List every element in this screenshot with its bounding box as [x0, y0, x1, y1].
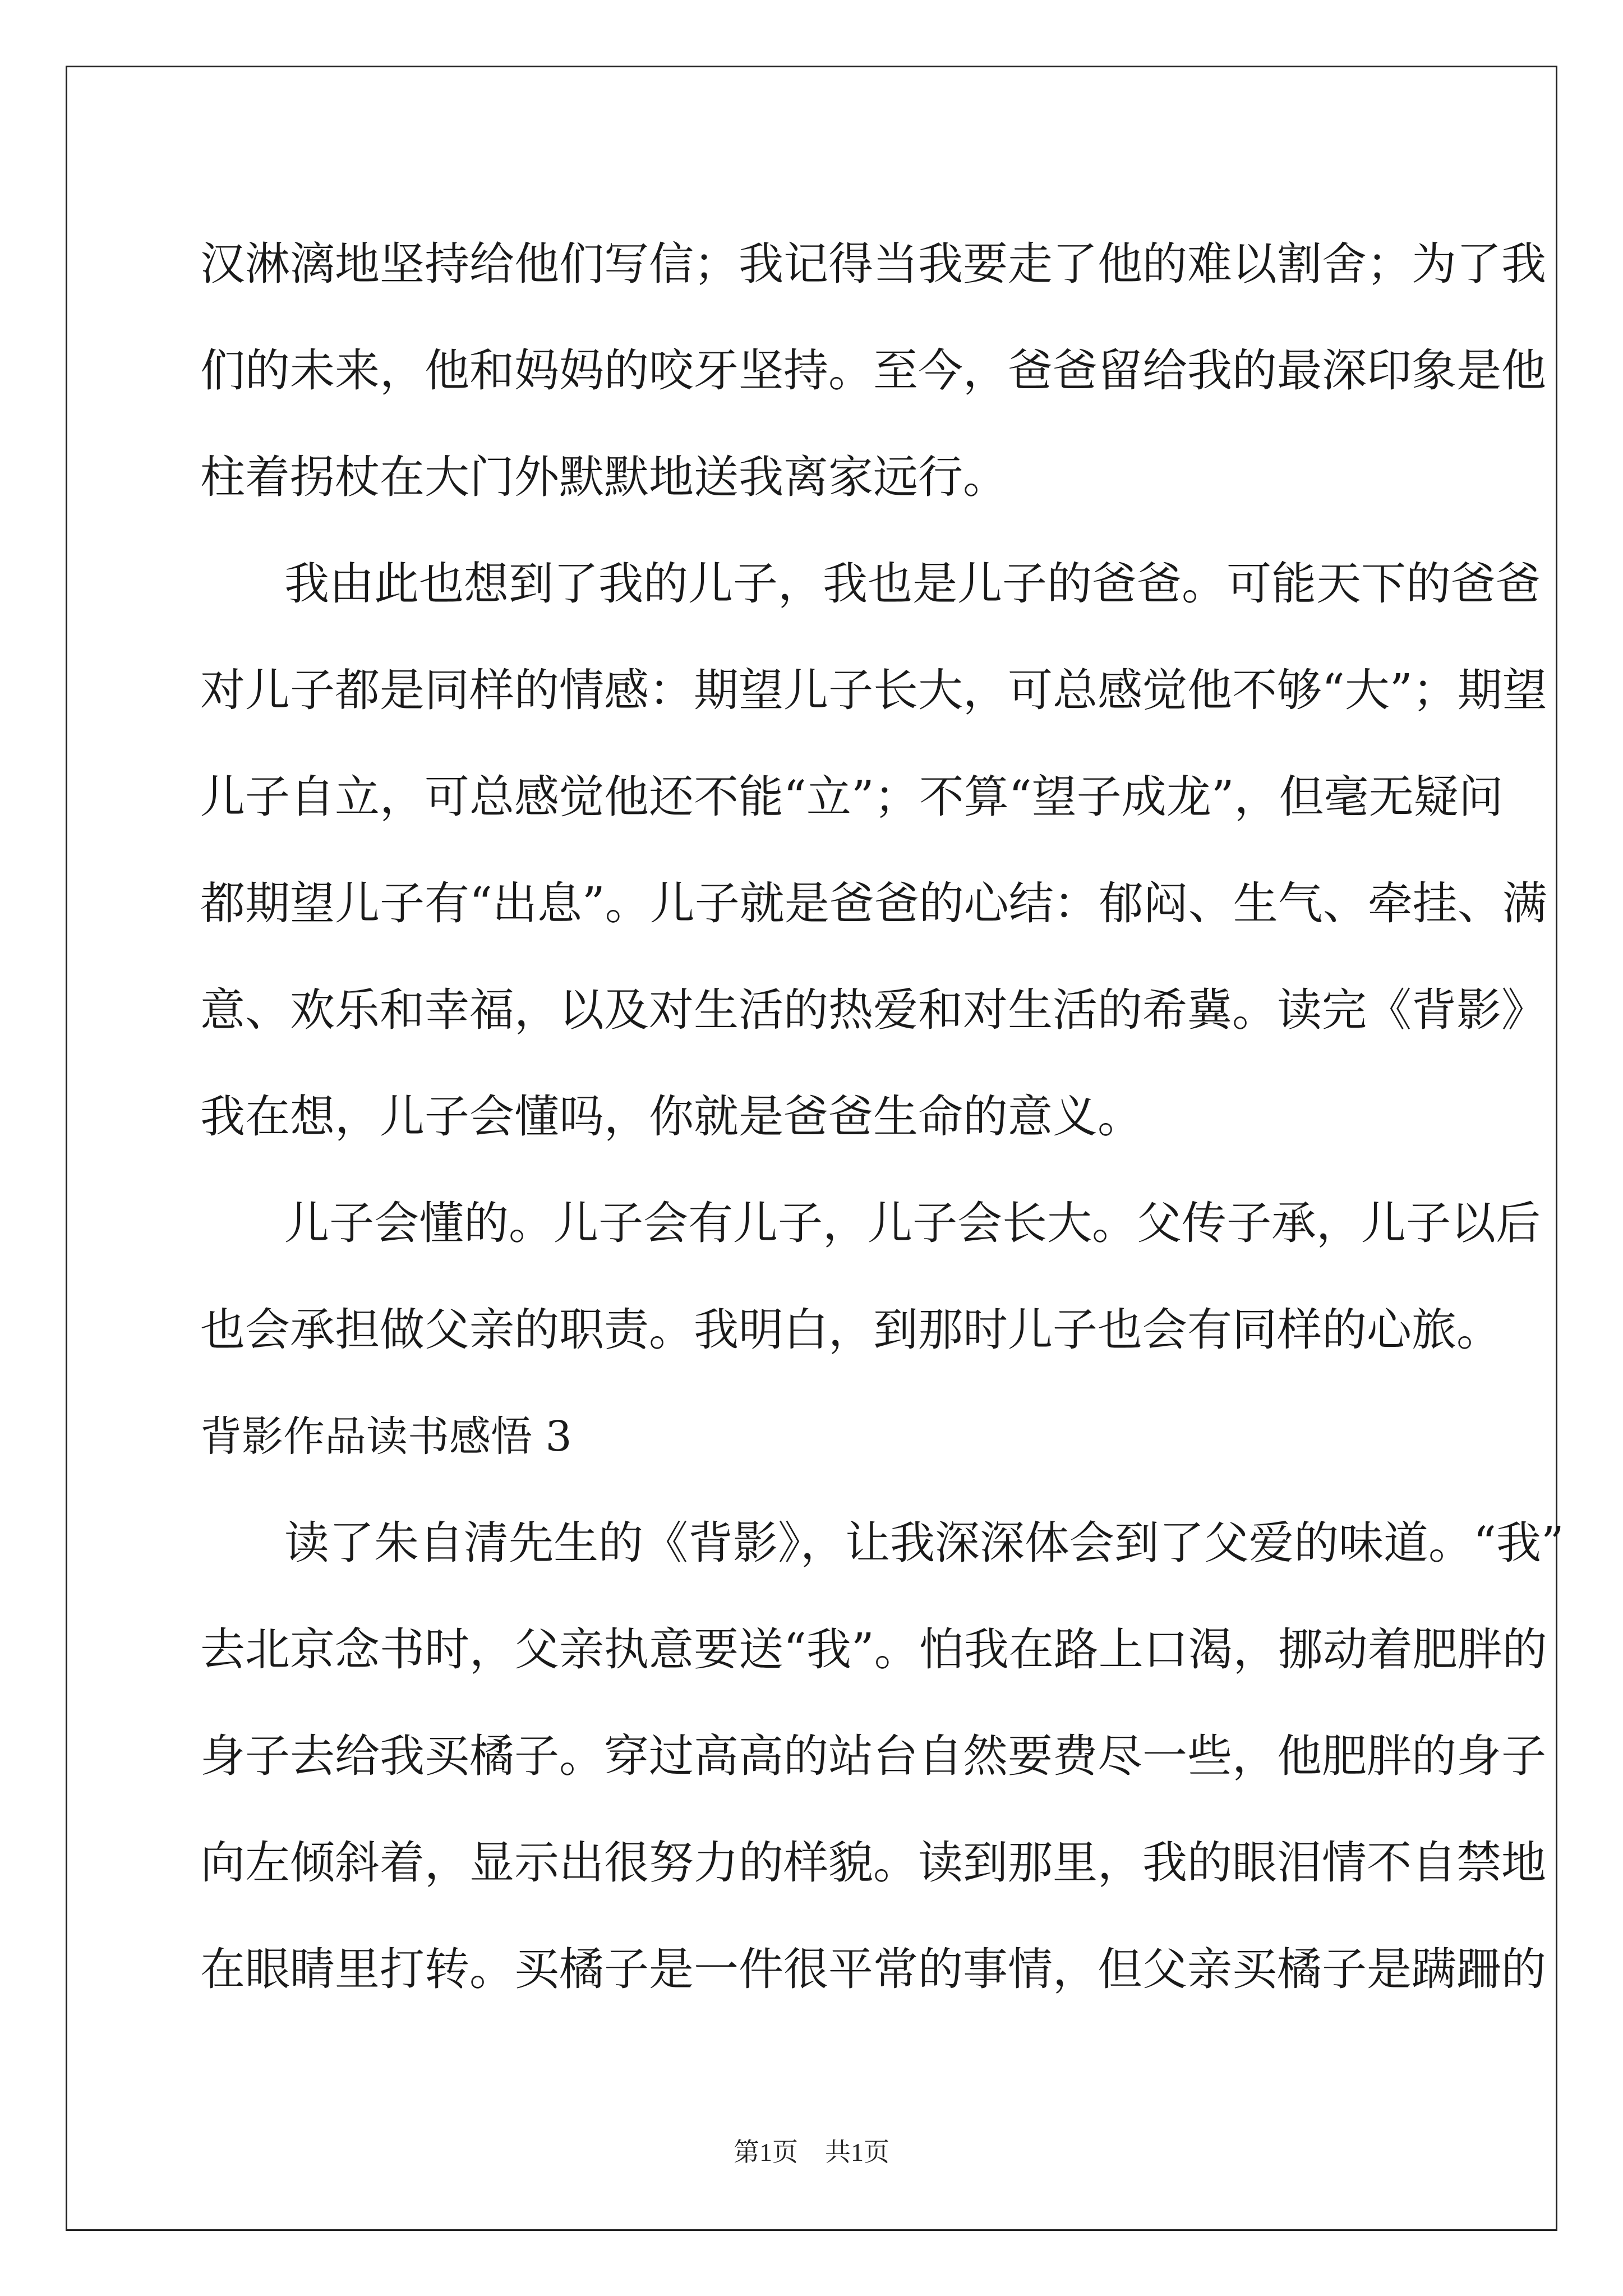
- text-line: 也会承担做父亲的职责。我明白，到那时儿子也会有同样的心旅。: [200, 1304, 1501, 1356]
- text-line: 读了朱自清先生的《背影》，让我深深体会到了父爱的味道。“我”: [284, 1517, 1564, 1569]
- text-line: 身子去给我买橘子。穿过高高的站台自然要费尽一些，他肥胖的身子: [200, 1730, 1546, 1782]
- page-footer: [0, 2132, 1623, 2169]
- text-line: 都期望儿子有“出息”。儿子就是爸爸的心结：郁闷、生气、牵挂、满: [200, 877, 1547, 930]
- page-count: 共1页: [825, 2138, 889, 2166]
- text-line: 柱着拐杖在大门外默默地送我离家远行。: [200, 451, 1008, 503]
- section-heading: 背影作品读书感悟 3: [200, 1412, 572, 1461]
- text-line: 对儿子都是同样的情感：期望儿子长大，可总感觉他不够“大”；期望: [200, 664, 1547, 716]
- text-line: 意、欢乐和幸福，以及对生活的热爱和对生活的希冀。读完《背影》: [200, 984, 1546, 1036]
- text-line: 我由此也想到了我的儿子，我也是儿子的爸爸。可能天下的爸爸: [284, 558, 1541, 610]
- text-line: 儿子会懂的。儿子会有儿子，儿子会长大。父传子承，儿子以后: [284, 1197, 1541, 1249]
- text-line: 向左倾斜着，显示出很努力的样貌。读到那里，我的眼泪情不自禁地: [200, 1837, 1546, 1889]
- paragraph-4: [200, 1490, 1564, 2023]
- text-line: 们的未来，他和妈妈的咬牙坚持。至今，爸爸留给我的最深印象是他: [200, 344, 1546, 397]
- paragraph-3: [200, 1170, 1541, 1383]
- text-line: 儿子自立，可总感觉他还不能“立”；不算“望子成龙”，但毫无疑问: [200, 771, 1504, 823]
- paragraph-2: [200, 531, 1547, 1170]
- text-line: 我在想，儿子会懂吗，你就是爸爸生命的意义。: [200, 1091, 1142, 1143]
- text-line: 在眼睛里打转。买橘子是一件很平常的事情，但父亲买橘子是蹒跚的: [200, 1943, 1546, 1995]
- text-line: 汉淋漓地坚持给他们写信；我记得当我要走了他的难以割舍；为了我: [200, 238, 1546, 290]
- page-number: 第1页: [734, 2138, 798, 2166]
- paragraph-1: [200, 211, 1546, 531]
- document-body: [200, 211, 1564, 2023]
- text-line: 去北京念书时，父亲执意要送“我”。怕我在路上口渴，挪动着肥胖的: [200, 1623, 1547, 1676]
